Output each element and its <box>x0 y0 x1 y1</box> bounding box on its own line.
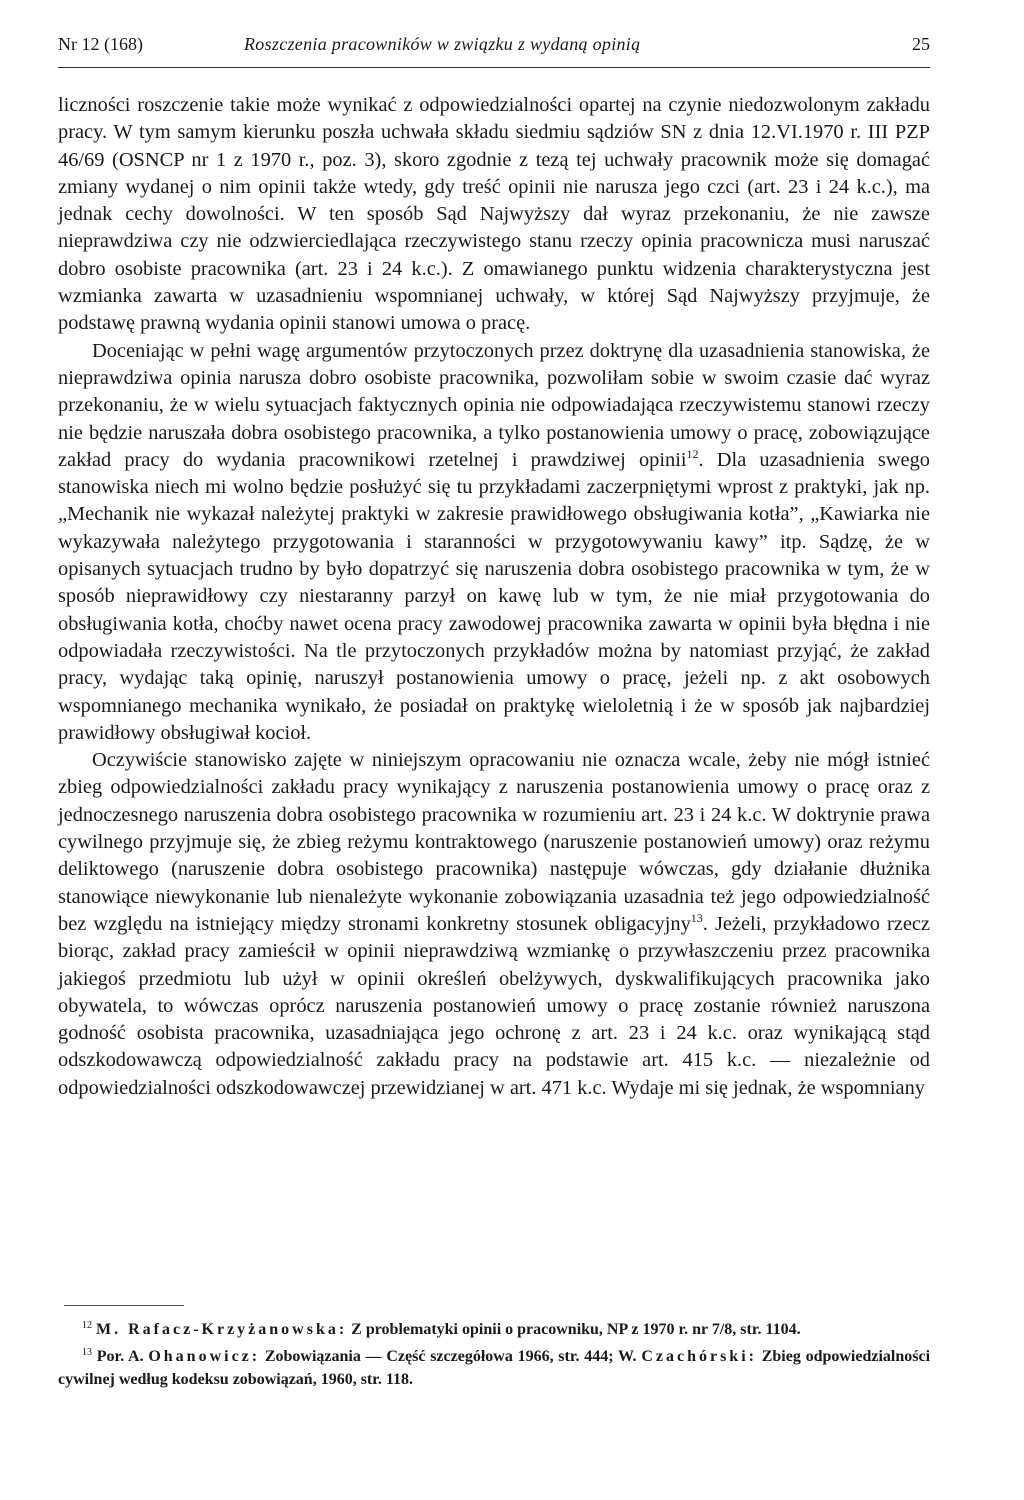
running-header <box>58 34 930 58</box>
paragraph-3-text: Oczywiście stanowisko zajęte w niniejszym opracowaniu nie oznacza wcale, żeby nie mógł istnieć zbieg odpowiedzialności zakładu pracy wynikający z naruszenia postanowienia umowy o pracę oraz z jednoczesnego naruszenia dobra osobistego pracownika w rozumieniu art. 23 i 24 k.c. W doktrynie prawa cywilnego przyjmuje się, że zbieg reżymu kontraktowego (naruszenie postanowień umowy) oraz reżymu deliktowego (naruszenie dobra osobistego pracownika) następuje wówczas, gdy działanie dłużnika stanowiące niewykonanie lub nienależyte wykonanie zobowiązania uzasadnia też jego odpowiedzialność bez względu na istniejący między stronami konkretny stosunek obligacyjny <box>58 749 930 935</box>
page-number: 25 <box>912 34 930 54</box>
footnote-text: Z problematyki opinii o pracowniku, NP z 1970 r. nr 7/8, str. 1104. <box>351 1321 801 1338</box>
header-rule <box>58 67 930 68</box>
footnote-13 <box>58 1345 930 1391</box>
paragraph-2-tail: . Dla uzasadnienia swego stanowiska niech mi wolno będzie posłużyć się tu przykładami zaczerpniętymi wprost z praktyki, jak np. „Mechanik nie wykazał należytej praktyki w zakresie prawidłowego obsługiwania kotła”, „Kawiarka nie wykazywała należytego przygotowania i staranności w przygotowywaniu kawy” itp. Sądzę, że w opisanych sytuacjach trudno by było dopatrzyć się naruszenia dobra osobistego pracownika w tym, że w sposób nieprawidłowy czy niestaranny parzył on kawę lub w tym, że nie miał przygotowania do obsługiwania kotła, choćby nawet ocena pracy zawodowej pracownika zawarta w opinii była błędna i nie odpowiadała rzeczywistości. Na tle przytoczonych przykładów można by natomiast przyjąć, że zakład pracy, wydając taką opinię, naruszył postanowienia umowy o pracę, jeżeli np. z akt osobowych wspomnianego mechanika wynikało, że posiadał on praktykę wieloletnią i że w sposób jak najbardziej prawidłowy obsługiwał kocioł. <box>58 448 930 744</box>
footnote-author: M. Rafacz-Krzyżanowska: <box>96 1321 348 1338</box>
running-title: Roszczenia pracowników w związku z wydaną opinią <box>244 34 641 54</box>
footnote-lead: Por. A. <box>96 1348 144 1365</box>
paragraph-2-text: Doceniając w pełni wagę argumentów przytoczonych przez doktrynę dla uzasadnienia stanowiska, że nieprawdziwa opinia narusza dobro osobiste pracownika, pozwoliłam sobie w swoim czasie dać wyraz przekonaniu, że w wielu sytuacjach faktycznych opinia nie odpowiadająca rzeczywistemu stanowi rzeczy nie będzie naruszała dobra osobistego pracownika, a tylko postanowienia umowy o pracę, zobowiązujące zakład pracy do wydania pracownikowi rzetelnej i prawdziwej opinii <box>58 339 930 471</box>
footnote-rule <box>64 1305 184 1306</box>
footnote-author-2: Czachórski: <box>641 1348 757 1365</box>
footnote-12 <box>58 1318 930 1341</box>
issue-number: Nr 12 (168) <box>58 34 143 54</box>
paragraph-1: liczności roszczenie takie może wynikać z odpowiedzialności opartej na czynie niedozwolonym zakładu pracy. W tym samym kierunku poszła uchwała składu siedmiu sądziów SN z dnia 12.VI.1970 r. III PZP 46/69 (OSNCP nr 1 z 1970 r., poz. 3), skoro zgodnie z tezą tej uchwały pracownik może się domagać zmiany wydanej o nim opinii także wtedy, gdy treść opinii nie narusza jego czci (art. 23 i 24 k.c.), ma jednak cechy dowolności. W ten sposób Sąd Najwyższy dał wyraz przekonaniu, że nie zawsze nieprawdziwa czy nie odzwierciedlająca rzeczywistego stanu rzeczy opinia pracownicza musi naruszać dobro osobiste pracownika (art. 23 i 24 k.c.). Z omawianego punktu widzenia charakterystyczna jest wzmianka zawarta w uzasadnieniu wspomnianej uchwały, w której Sąd Najwyższy przyjmuje, że podstawę prawną wydania opinii stanowi umowa o pracę. <box>58 94 930 335</box>
footnote-text: Zobowiązania — Część szczegółowa 1966, str. 444; W. <box>264 1348 637 1365</box>
footnote-ref-12[interactable]: 12 <box>686 446 699 461</box>
paragraph-3 <box>58 747 930 1102</box>
footnote-marker: 12 <box>82 1320 92 1331</box>
footnote-author: Ohanowicz: <box>148 1348 261 1365</box>
paragraph-2 <box>58 338 930 747</box>
paragraph-3-tail: . Jeżeli, przykładowo rzecz biorąc, zakład pracy zamieścił w opinii nieprawdziwą wzmiankę o przywłaszczeniu przez pracownika jakiegoś przedmiotu lub użył w opinii określeń obelżywych, dyskwalifikujących pracownika jako obywatela, to wówczas oprócz naruszenia postanowień umowy o pracę zostanie również naruszona godność osobista pracownika, uzasadniająca jego ochronę z art. 23 i 24 k.c. oraz wynikającą stąd odszkodowawczą odpowiedzialność zakładu pracy na podstawie art. 415 k.c. — niezależnie od odpowiedzialności odszkodowawczej przewidzianej w art. 471 k.c. Wydaje mi się jednak, że wspomniany <box>58 912 930 1099</box>
footnote-text-2: Zbieg odpowiedzialności cywilnej według kodeksu zobowiązań, 1960, str. 118. <box>58 1348 931 1388</box>
footnote-ref-13[interactable]: 13 <box>690 910 703 925</box>
footnotes <box>58 1318 930 1395</box>
footnote-marker: 13 <box>82 1347 92 1358</box>
body-text <box>58 92 930 1102</box>
